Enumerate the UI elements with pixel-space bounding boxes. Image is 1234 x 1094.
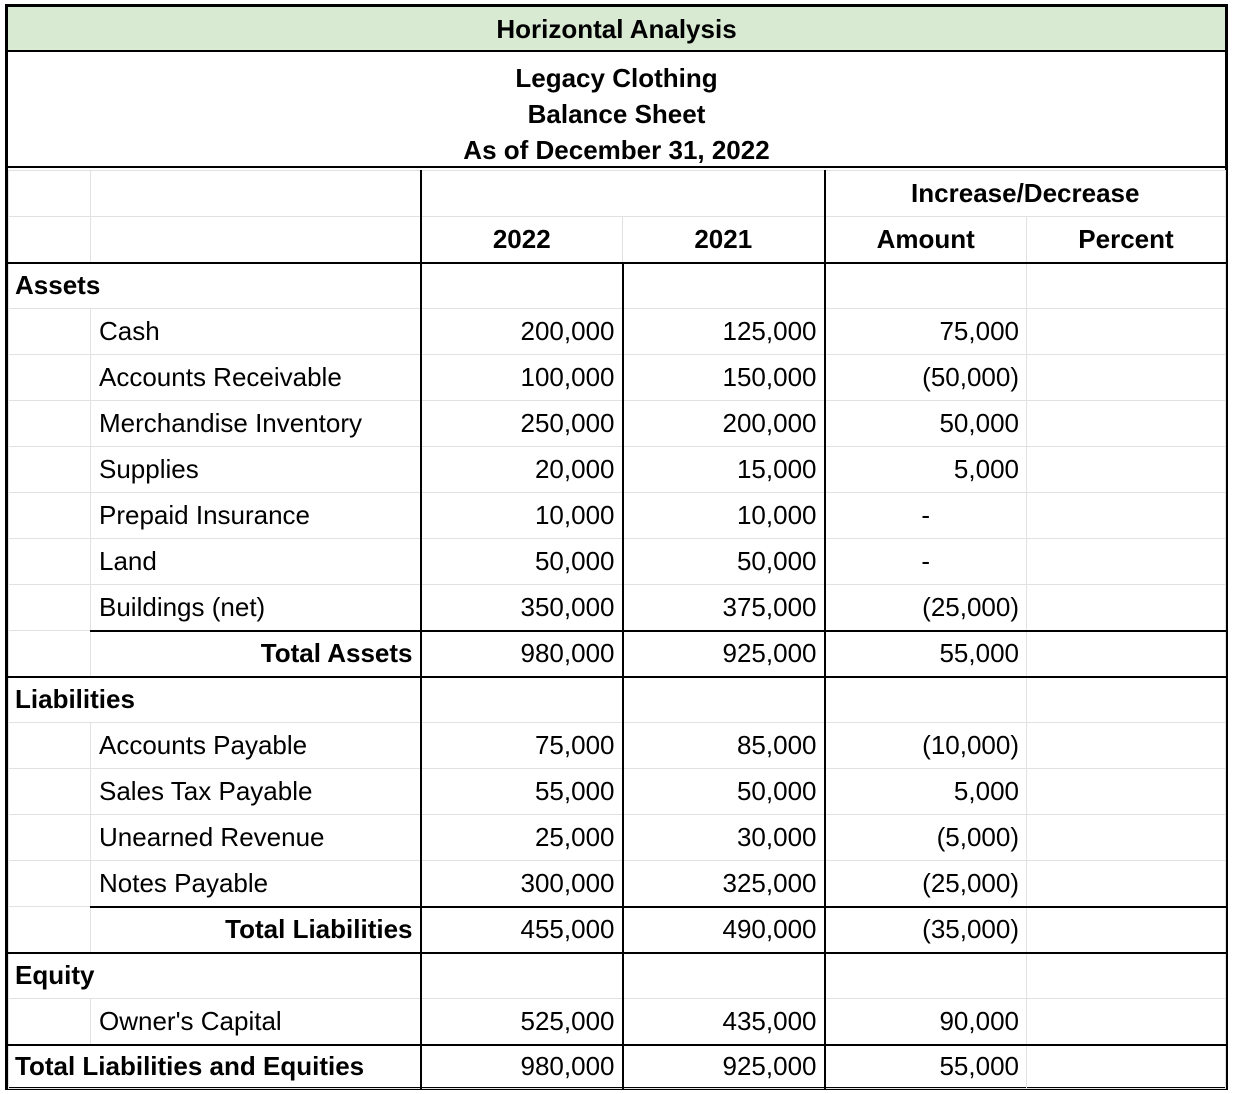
change-percent bbox=[1027, 815, 1226, 861]
change-percent bbox=[1027, 861, 1226, 907]
col-percent-header: Percent bbox=[1027, 217, 1226, 263]
change-amount: (5,000) bbox=[825, 815, 1027, 861]
section-heading: Equity bbox=[9, 953, 421, 999]
total-label: Total Liabilities and Equities bbox=[9, 1045, 421, 1089]
value-2022: 20,000 bbox=[421, 447, 623, 493]
table-row bbox=[9, 999, 1226, 1045]
value-2022: 50,000 bbox=[421, 539, 623, 585]
table-row bbox=[9, 447, 1226, 493]
row-label: Owner's Capital bbox=[91, 999, 421, 1045]
total-row bbox=[9, 907, 1226, 953]
row-label: Buildings (net) bbox=[91, 585, 421, 631]
change-amount: 5,000 bbox=[825, 769, 1027, 815]
value-2022: 250,000 bbox=[421, 401, 623, 447]
statement-name: Balance Sheet bbox=[527, 99, 706, 129]
value-2022: 25,000 bbox=[421, 815, 623, 861]
balance-sheet bbox=[5, 4, 1228, 1090]
row-label: Supplies bbox=[91, 447, 421, 493]
section-heading: Assets bbox=[9, 263, 421, 309]
total-2022: 980,000 bbox=[421, 1045, 623, 1089]
total-percent bbox=[1027, 631, 1226, 677]
change-amount: 75,000 bbox=[825, 309, 1027, 355]
total-amount: 55,000 bbox=[825, 631, 1027, 677]
analysis-table bbox=[8, 170, 1226, 1089]
change-percent bbox=[1027, 999, 1226, 1045]
value-2022: 350,000 bbox=[421, 585, 623, 631]
row-label: Merchandise Inventory bbox=[91, 401, 421, 447]
table-row bbox=[9, 723, 1226, 769]
statement-header bbox=[8, 52, 1225, 168]
total-percent bbox=[1027, 907, 1226, 953]
section-row bbox=[9, 953, 1226, 999]
change-amount: (25,000) bbox=[825, 585, 1027, 631]
value-2021: 50,000 bbox=[623, 539, 825, 585]
value-2021: 435,000 bbox=[623, 999, 825, 1045]
table-row bbox=[9, 401, 1226, 447]
value-2021: 10,000 bbox=[623, 493, 825, 539]
value-2021: 85,000 bbox=[623, 723, 825, 769]
total-2022: 455,000 bbox=[421, 907, 623, 953]
value-2021: 375,000 bbox=[623, 585, 825, 631]
table-row bbox=[9, 769, 1226, 815]
change-amount: - bbox=[825, 493, 1027, 539]
total-2021: 925,000 bbox=[623, 1045, 825, 1089]
change-percent bbox=[1027, 309, 1226, 355]
sheet-title: Horizontal Analysis bbox=[8, 7, 1225, 52]
col-amount-header: Amount bbox=[825, 217, 1027, 263]
value-2022: 300,000 bbox=[421, 861, 623, 907]
table-row bbox=[9, 861, 1226, 907]
change-amount: 90,000 bbox=[825, 999, 1027, 1045]
total-label: Total Liabilities bbox=[91, 907, 421, 953]
table-row bbox=[9, 309, 1226, 355]
row-label: Notes Payable bbox=[91, 861, 421, 907]
row-label: Sales Tax Payable bbox=[91, 769, 421, 815]
change-percent bbox=[1027, 585, 1226, 631]
total-row bbox=[9, 1045, 1226, 1089]
change-percent bbox=[1027, 769, 1226, 815]
total-2022: 980,000 bbox=[421, 631, 623, 677]
change-amount: 5,000 bbox=[825, 447, 1027, 493]
change-amount: 50,000 bbox=[825, 401, 1027, 447]
value-2021: 15,000 bbox=[623, 447, 825, 493]
col-2021-header: 2021 bbox=[623, 217, 825, 263]
total-label: Total Assets bbox=[91, 631, 421, 677]
change-percent bbox=[1027, 447, 1226, 493]
change-amount: - bbox=[825, 539, 1027, 585]
row-label: Accounts Payable bbox=[91, 723, 421, 769]
value-2022: 525,000 bbox=[421, 999, 623, 1045]
section-heading: Liabilities bbox=[9, 677, 421, 723]
header-row-columns bbox=[9, 217, 1226, 263]
total-2021: 490,000 bbox=[623, 907, 825, 953]
value-2022: 55,000 bbox=[421, 769, 623, 815]
section-row bbox=[9, 263, 1226, 309]
value-2021: 50,000 bbox=[623, 769, 825, 815]
change-percent bbox=[1027, 493, 1226, 539]
change-amount: (10,000) bbox=[825, 723, 1027, 769]
total-2021: 925,000 bbox=[623, 631, 825, 677]
value-2021: 30,000 bbox=[623, 815, 825, 861]
company-name: Legacy Clothing bbox=[515, 63, 718, 93]
col-2022-header: 2022 bbox=[421, 217, 623, 263]
change-percent bbox=[1027, 355, 1226, 401]
value-2022: 200,000 bbox=[421, 309, 623, 355]
section-row bbox=[9, 677, 1226, 723]
total-percent bbox=[1027, 1045, 1226, 1089]
table-row bbox=[9, 815, 1226, 861]
row-label: Accounts Receivable bbox=[91, 355, 421, 401]
row-label: Land bbox=[91, 539, 421, 585]
table-row bbox=[9, 585, 1226, 631]
value-2022: 75,000 bbox=[421, 723, 623, 769]
increase-decrease-header: Increase/Decrease bbox=[825, 171, 1226, 217]
change-percent bbox=[1027, 723, 1226, 769]
table-row bbox=[9, 539, 1226, 585]
value-2022: 100,000 bbox=[421, 355, 623, 401]
total-row bbox=[9, 631, 1226, 677]
change-percent bbox=[1027, 401, 1226, 447]
change-amount: (25,000) bbox=[825, 861, 1027, 907]
change-percent bbox=[1027, 539, 1226, 585]
value-2021: 150,000 bbox=[623, 355, 825, 401]
total-amount: 55,000 bbox=[825, 1045, 1027, 1089]
value-2021: 325,000 bbox=[623, 861, 825, 907]
row-label: Unearned Revenue bbox=[91, 815, 421, 861]
row-label: Cash bbox=[91, 309, 421, 355]
total-amount: (35,000) bbox=[825, 907, 1027, 953]
table-row bbox=[9, 355, 1226, 401]
change-amount: (50,000) bbox=[825, 355, 1027, 401]
value-2021: 200,000 bbox=[623, 401, 825, 447]
value-2022: 10,000 bbox=[421, 493, 623, 539]
table-row bbox=[9, 493, 1226, 539]
value-2021: 125,000 bbox=[623, 309, 825, 355]
statement-date: As of December 31, 2022 bbox=[463, 135, 770, 165]
row-label: Prepaid Insurance bbox=[91, 493, 421, 539]
header-row-group bbox=[9, 171, 1226, 217]
